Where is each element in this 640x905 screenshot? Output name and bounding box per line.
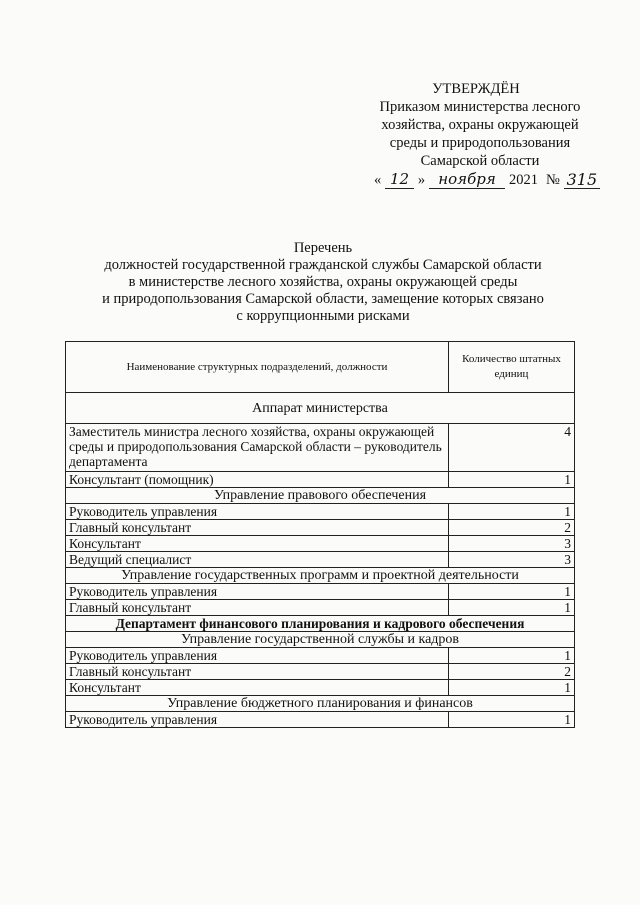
title-line: с коррупционными рисками: [236, 308, 410, 324]
table-row: [66, 472, 575, 488]
section-label: Аппарат министерства: [66, 393, 575, 424]
header-name: Наименование структурных подразделений, должности: [66, 342, 449, 393]
approval-block: [360, 80, 600, 189]
section-row: [66, 393, 575, 424]
department-row: [66, 616, 575, 632]
position-count: 1: [449, 600, 575, 616]
title-line: в министерстве лесного хозяйства, охраны окружающей среды: [128, 274, 518, 290]
date-close-quote: »: [417, 172, 426, 188]
table-row: [66, 648, 575, 664]
table-row: [66, 504, 575, 520]
table-header-row: [66, 342, 575, 393]
section-row: [66, 488, 575, 504]
date-year: 2021: [508, 172, 538, 188]
position-count: 3: [449, 552, 575, 568]
position-name: Главный консультант: [66, 520, 449, 536]
position-count: 2: [449, 664, 575, 680]
approval-stamp: УТВЕРЖДЁН: [432, 81, 520, 97]
position-count: 2: [449, 520, 575, 536]
position-name: Руководитель управления: [66, 584, 449, 600]
section-label: Управление государственной службы и кадров: [66, 632, 575, 648]
approval-line: хозяйства, охраны окружающей: [381, 117, 579, 133]
position-name: Руководитель управления: [66, 648, 449, 664]
section-row: [66, 632, 575, 648]
table-row: [66, 424, 575, 472]
position-count: 1: [449, 472, 575, 488]
handwritten-order-number: 315: [564, 171, 600, 189]
approval-line: среды и природопользования: [389, 135, 571, 151]
section-row: [66, 696, 575, 712]
position-name: Заместитель министра лесного хозяйства, охраны окружающей среды и природопользования Самарской области – руководитель департамента: [66, 424, 449, 472]
position-name: Консультант: [66, 680, 449, 696]
position-name: Ведущий специалист: [66, 552, 449, 568]
positions-table: [65, 341, 575, 728]
table-row: [66, 664, 575, 680]
number-sign: №: [545, 172, 560, 188]
section-row: [66, 568, 575, 584]
section-label: Управление бюджетного планирования и финансов: [66, 696, 575, 712]
position-count: 1: [449, 648, 575, 664]
table-row: [66, 552, 575, 568]
position-count: 4: [449, 424, 575, 472]
approval-line: Самарской области: [420, 153, 540, 169]
section-label: Управление государственных программ и проектной деятельности: [66, 568, 575, 584]
table-row: [66, 520, 575, 536]
approval-line: Приказом министерства лесного: [379, 99, 581, 115]
position-name: Руководитель управления: [66, 504, 449, 520]
position-count: 1: [449, 712, 575, 728]
position-count: 1: [449, 504, 575, 520]
position-count: 3: [449, 536, 575, 552]
table-row: [66, 712, 575, 728]
table-row: [66, 680, 575, 696]
title-line: Перечень: [293, 240, 353, 256]
header-count: Количество штатных единиц: [449, 342, 575, 393]
position-name: Консультант: [66, 536, 449, 552]
section-label: Управление правового обеспечения: [66, 488, 575, 504]
position-name: Главный консультант: [66, 600, 449, 616]
position-count: 1: [449, 680, 575, 696]
department-label: Департамент финансового планирования и кадрового обеспечения: [66, 616, 575, 632]
document-title: [80, 240, 566, 325]
table-row: [66, 600, 575, 616]
position-name: Руководитель управления: [66, 712, 449, 728]
title-line: и природопользования Самарской области, замещение которых связано: [102, 291, 544, 307]
position-count: 1: [449, 584, 575, 600]
table-row: [66, 584, 575, 600]
handwritten-day: 12: [385, 171, 414, 189]
table-row: [66, 536, 575, 552]
title-line: должностей государственной гражданской службы Самарской области: [104, 257, 542, 273]
handwritten-month: ноября: [429, 171, 505, 189]
approval-date-line: [374, 171, 600, 189]
position-name: Главный консультант: [66, 664, 449, 680]
date-open-quote: «: [374, 172, 382, 188]
position-name: Консультант (помощник): [66, 472, 449, 488]
